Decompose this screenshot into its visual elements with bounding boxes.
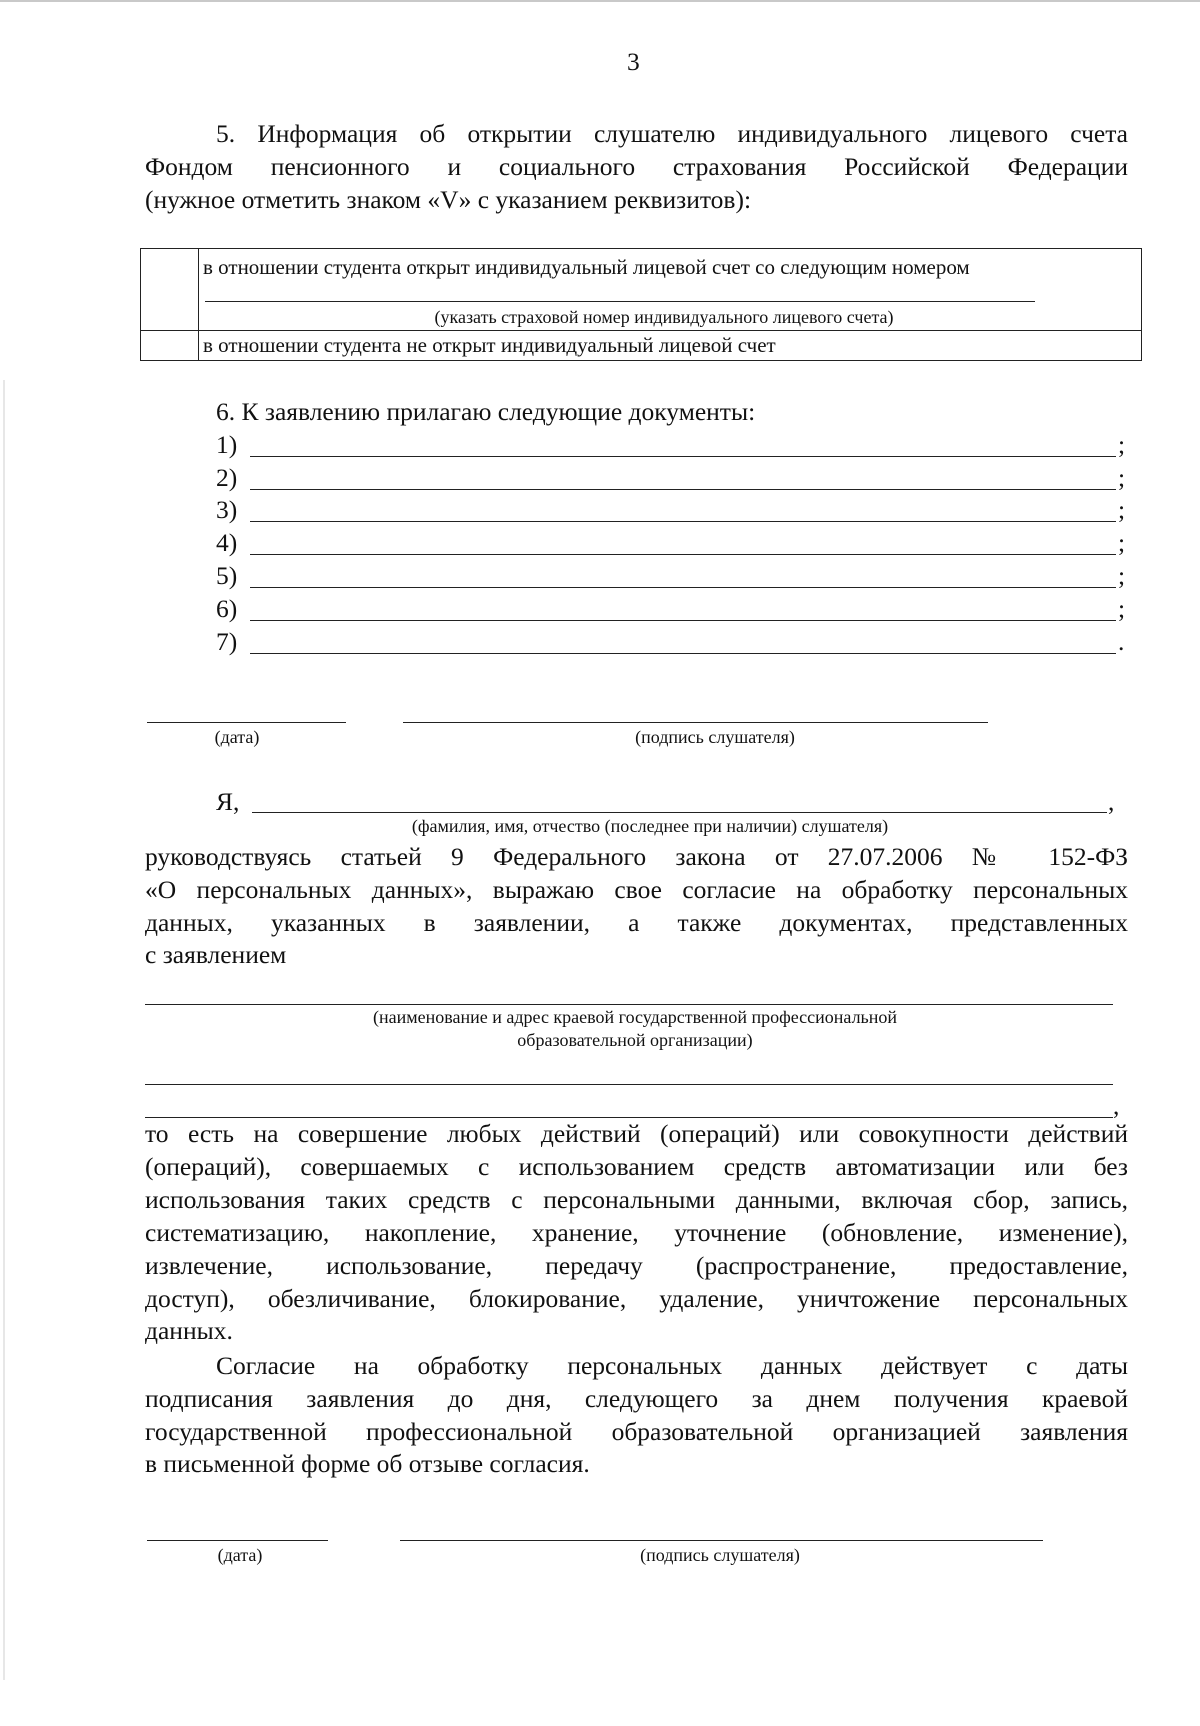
table-cell	[199, 249, 1141, 330]
consent-para2-line: доступ), обезличивание, блокирование, удаление, уничтожение персональных	[145, 1284, 1128, 1313]
consent-para2-line: то есть на совершение любых действий (операций) или совокупности действий	[145, 1119, 1128, 1148]
doc-item-end: ;	[1118, 561, 1126, 590]
scan-edge	[0, 0, 1200, 2]
consent-para3-line: подписания заявления до дня, следующего за днем получения краевой	[145, 1384, 1128, 1413]
consent-para1-line: данных, указанных в заявлении, а также документах, представленных	[145, 908, 1128, 937]
doc-item-end: .	[1118, 627, 1125, 656]
consent-para2-last: данных.	[145, 1316, 233, 1345]
doc-item-field[interactable]	[250, 653, 1116, 654]
doc-item-number: 2)	[216, 463, 238, 492]
organization-field[interactable]	[145, 1084, 1113, 1085]
account-options-table	[140, 248, 1142, 361]
doc-item-number: 1)	[216, 430, 238, 459]
consent-para3-line: Согласие на обработку персональных данных действует с даты	[216, 1351, 1128, 1380]
doc-item-end: ;	[1118, 594, 1126, 623]
doc-item-field[interactable]	[250, 554, 1116, 555]
signature-caption: (подпись слушателя)	[635, 727, 795, 747]
doc-item-field[interactable]	[250, 587, 1116, 588]
doc-item-number: 3)	[216, 495, 238, 524]
account-number-caption: (указать страховой номер индивидуального лицевого счета)	[434, 307, 894, 327]
checkbox-cell-not-opened[interactable]	[141, 331, 199, 360]
date-caption: (дата)	[217, 1545, 263, 1565]
page-number: 3	[627, 47, 640, 76]
consent-para3-line: государственной профессиональной образовательной организацией заявления	[145, 1417, 1128, 1446]
fio-caption: (фамилия, имя, отчество (последнее при наличии) слушателя)	[411, 816, 889, 836]
account-number-field[interactable]	[205, 301, 1035, 302]
signature-field[interactable]	[403, 722, 988, 723]
scan-edge-left	[3, 380, 5, 1680]
date-field[interactable]	[147, 722, 346, 723]
section6-heading: 6. К заявлению прилагаю следующие документы:	[216, 397, 756, 426]
fio-field[interactable]	[252, 812, 1107, 813]
section5-line-3: (нужное отметить знаком «V» с указанием реквизитов):	[145, 185, 752, 214]
doc-item-end: ;	[1118, 430, 1126, 459]
consent-para1-last: с заявлением	[145, 940, 287, 969]
doc-item-field[interactable]	[250, 521, 1116, 522]
section5-line-2: Фондом пенсионного и социального страхования Российской Федерации	[145, 152, 1128, 181]
doc-item-number: 6)	[216, 594, 238, 623]
consent-para2-line: извлечение, использование, передачу (распространение, предоставление,	[145, 1251, 1128, 1280]
fio-end: ,	[1108, 787, 1115, 816]
organization-caption: образовательной организации)	[517, 1030, 753, 1050]
table-row	[141, 249, 1141, 331]
doc-item-end: ;	[1118, 463, 1126, 492]
section5-line-1: 5. Информация об открытии слушателю индивидуального лицевого счета	[216, 119, 1128, 148]
consent-para1-line: «О персональных данных», выражаю свое согласие на обработку персональных	[145, 875, 1128, 904]
doc-item-end: ;	[1118, 495, 1126, 524]
date-field[interactable]	[147, 1540, 328, 1541]
organization-end: ,	[1113, 1091, 1120, 1120]
date-caption: (дата)	[214, 727, 260, 747]
organization-caption: (наименование и адрес краевой государственной профессиональной	[372, 1007, 898, 1027]
doc-item-number: 4)	[216, 528, 238, 557]
option-not-opened-label: в отношении студента не открыт индивидуальный лицевой счет	[203, 333, 776, 357]
checkbox-cell-opened[interactable]	[141, 249, 199, 330]
doc-item-field[interactable]	[250, 489, 1116, 490]
signature-caption: (подпись слушателя)	[640, 1545, 800, 1565]
consent-para3-last: в письменной форме об отзыве согласия.	[145, 1449, 590, 1478]
doc-item-number: 7)	[216, 627, 238, 656]
doc-item-field[interactable]	[250, 620, 1116, 621]
consent-para1-line: руководствуясь статьей 9 Федерального закона от 27.07.2006 № 152-ФЗ	[145, 842, 1128, 871]
table-cell	[199, 331, 1141, 360]
doc-item-field[interactable]	[250, 456, 1116, 457]
organization-field[interactable]	[145, 1004, 1113, 1005]
doc-item-end: ;	[1118, 528, 1126, 557]
doc-item-number: 5)	[216, 561, 238, 590]
consent-para2-line: систематизацию, накопление, хранение, уточнение (обновление, изменение),	[145, 1218, 1128, 1247]
consent-para2-line: использования таких средств с персональными данными, включая сбор, запись,	[145, 1185, 1128, 1214]
consent-para2-line: (операций), совершаемых с использованием средств автоматизации или без	[145, 1152, 1128, 1181]
table-row	[141, 331, 1141, 360]
option-opened-label: в отношении студента открыт индивидуальный лицевой счет со следующим номером	[203, 255, 970, 279]
signature-field[interactable]	[400, 1540, 1043, 1541]
consent-ya: Я,	[216, 787, 240, 816]
